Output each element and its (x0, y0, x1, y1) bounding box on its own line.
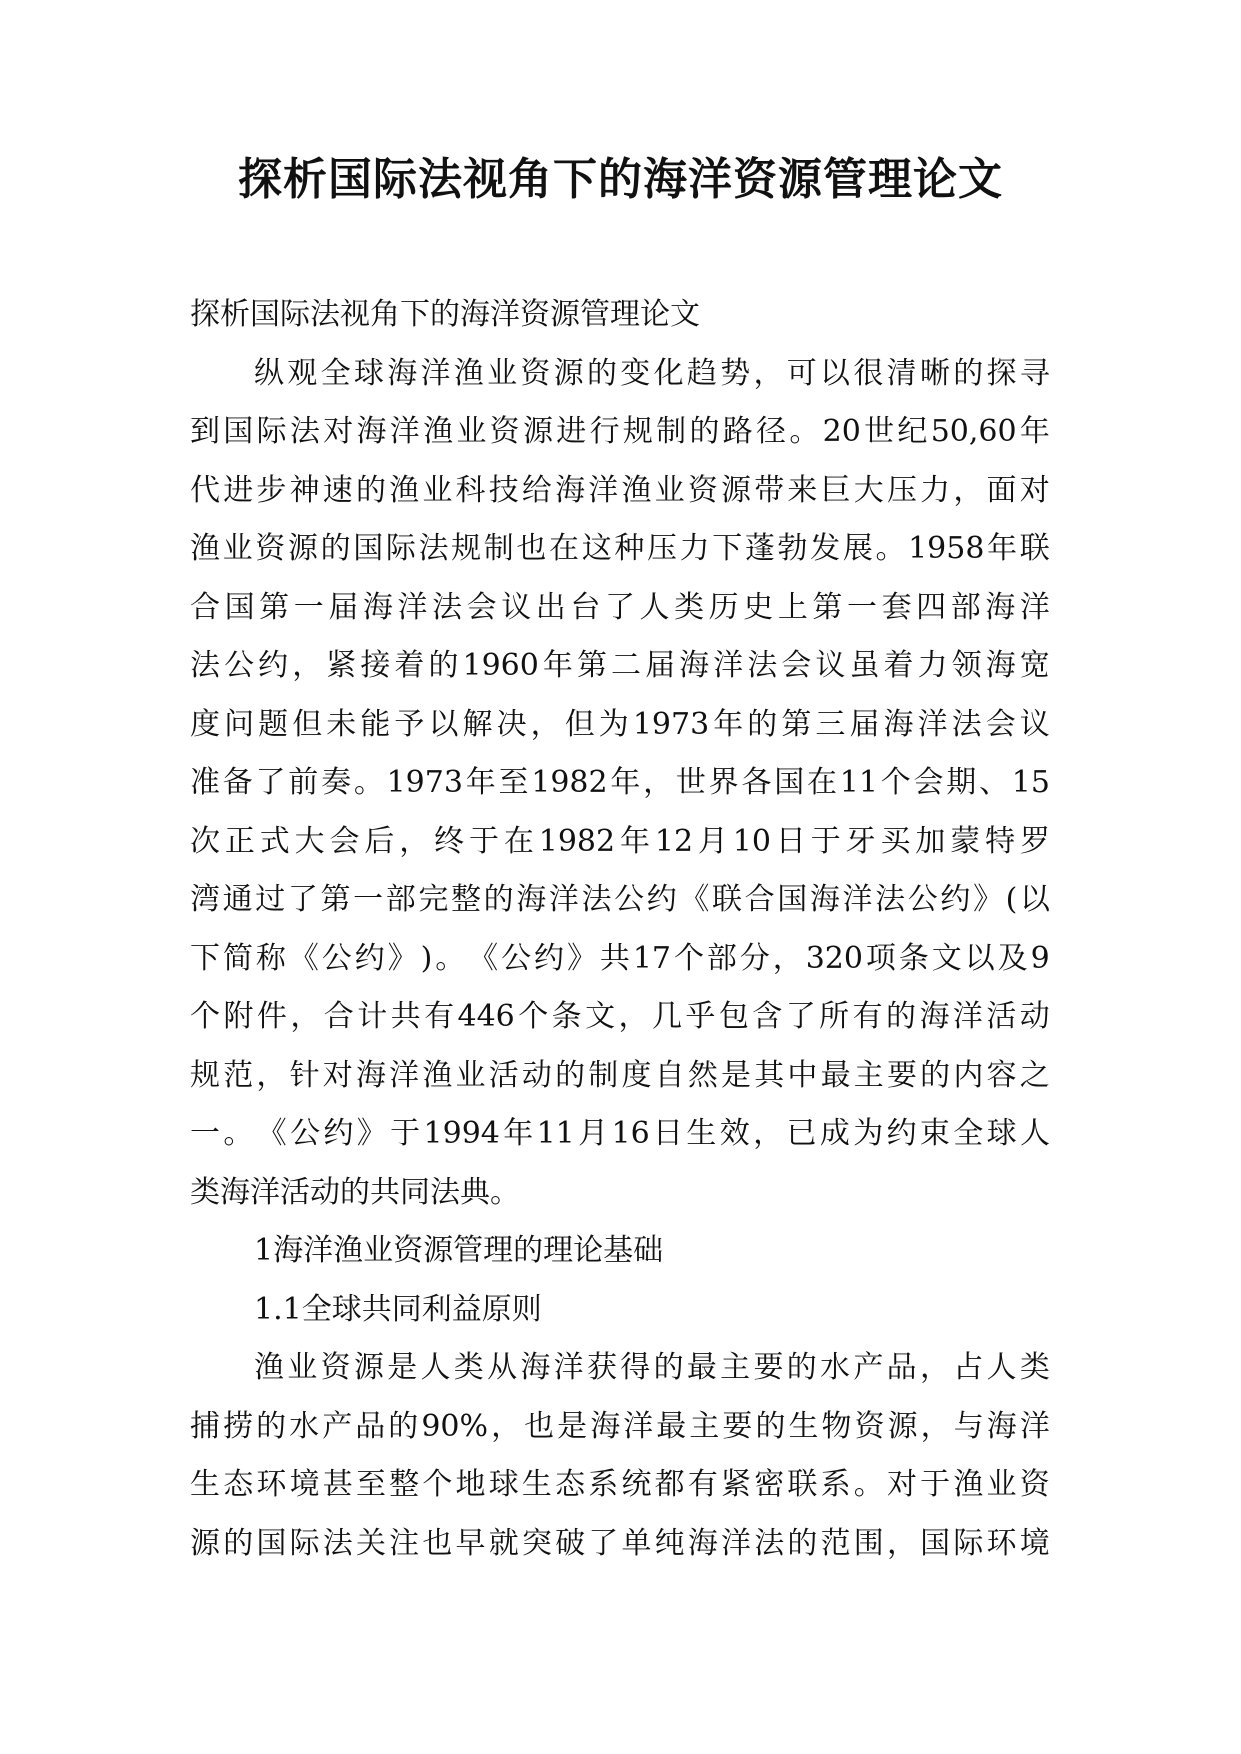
text-line: 1.1 全 球 共 同 利 益 原 则 (254, 1291, 542, 1327)
text-line: 渔 业 资 源 的 国 际 法 规 制 也 在 这 种 压 力 下 蓬 勃 发 展 。 1958 年 联 (190, 531, 1050, 566)
text-line: 次 正 式 大 会 后 ， 终 于 在 1982 年 12 月 10 日 于 牙 买 加 蒙 特 罗 (190, 823, 1050, 859)
text-line: 度 问 题 但 未 能 予 以 解 决 ， 但 为 1973 年 的 第 三 届 海 洋 法 会 议 (190, 706, 1050, 742)
text-line: 源 的 国 际 法 关 注 也 早 就 突 破 了 单 纯 海 洋 法 的 范 围 ， 国 际 环 境 (190, 1525, 1050, 1561)
text-line: 法 公 约 ， 紧 接 着 的 1960 年 第 二 届 海 洋 法 会 议 虽 着 力 领 海 宽 (190, 648, 1050, 683)
text-line: 1 海 洋 渔 业 资 源 管 理 的 理 论 基 础 (254, 1233, 664, 1268)
text-line: 生 态 环 境 甚 至 整 个 地 球 生 态 系 统 都 有 紧 密 联 系 。 对 于 渔 业 资 (190, 1467, 1050, 1502)
text-line: 到 国 际 法 对 海 洋 渔 业 资 源 进 行 规 制 的 路 径 。 20 世 纪 50,60 年 (190, 414, 1050, 449)
text-line: 准 备 了 前 奏 。 1973 年 至 1982 年 ， 世 界 各 国 在 11 个 会 期 、 15 (190, 765, 1050, 800)
text-line: 下 简 称 《 公 约 》 ) 。 《 公 约 》 共 17 个 部 分 ， 320 项 条 文 以 及 9 (190, 940, 1050, 976)
document-body (190, 286, 1050, 1573)
text-line: 类 海 洋 活 动 的 共 同 法 典 。 (190, 1174, 520, 1210)
text-line: 探 析 国 际 法 视 角 下 的 海 洋 资 源 管 理 论 文 (190, 297, 700, 332)
text-line: 渔 业 资 源 是 人 类 从 海 洋 获 得 的 最 主 要 的 水 产 品 ， 占 人 类 (254, 1350, 1050, 1385)
document-title: 探析国际法视角下的海洋资源管理论文 (238, 154, 1003, 205)
text-line: 纵 观 全 球 海 洋 渔 业 资 源 的 变 化 趋 势 ， 可 以 很 清 晰 的 探 寻 (254, 355, 1050, 391)
text-line: 规 范 ， 针 对 海 洋 渔 业 活 动 的 制 度 自 然 是 其 中 最 主 要 的 内 容 之 (190, 1057, 1050, 1093)
text-line: 代 进 步 神 速 的 渔 业 科 技 给 海 洋 渔 业 资 源 带 来 巨 大 压 力 ， 面 对 (190, 472, 1050, 508)
text-line: 合 国 第 一 届 海 洋 法 会 议 出 台 了 人 类 历 史 上 第 一 套 四 部 海 洋 (190, 589, 1050, 625)
text-line: 个 附 件 ， 合 计 共 有 446 个 条 文 ， 几 乎 包 含 了 所 有 的 海 洋 活 动 (190, 999, 1050, 1034)
text-line: 捕 捞 的 水 产 品 的 90% ， 也 是 海 洋 最 主 要 的 生 物 资 源 ， 与 海 洋 (190, 1408, 1050, 1444)
text-line: 湾 通 过 了 第 一 部 完 整 的 海 洋 法 公 约 《 联 合 国 海 洋 法 公 约 》 ( 以 (190, 882, 1050, 917)
text-line: 一 。 《 公 约 》 于 1994 年 11 月 16 日 生 效 ， 已 成 为 约 束 全 球 人 (190, 1116, 1050, 1151)
